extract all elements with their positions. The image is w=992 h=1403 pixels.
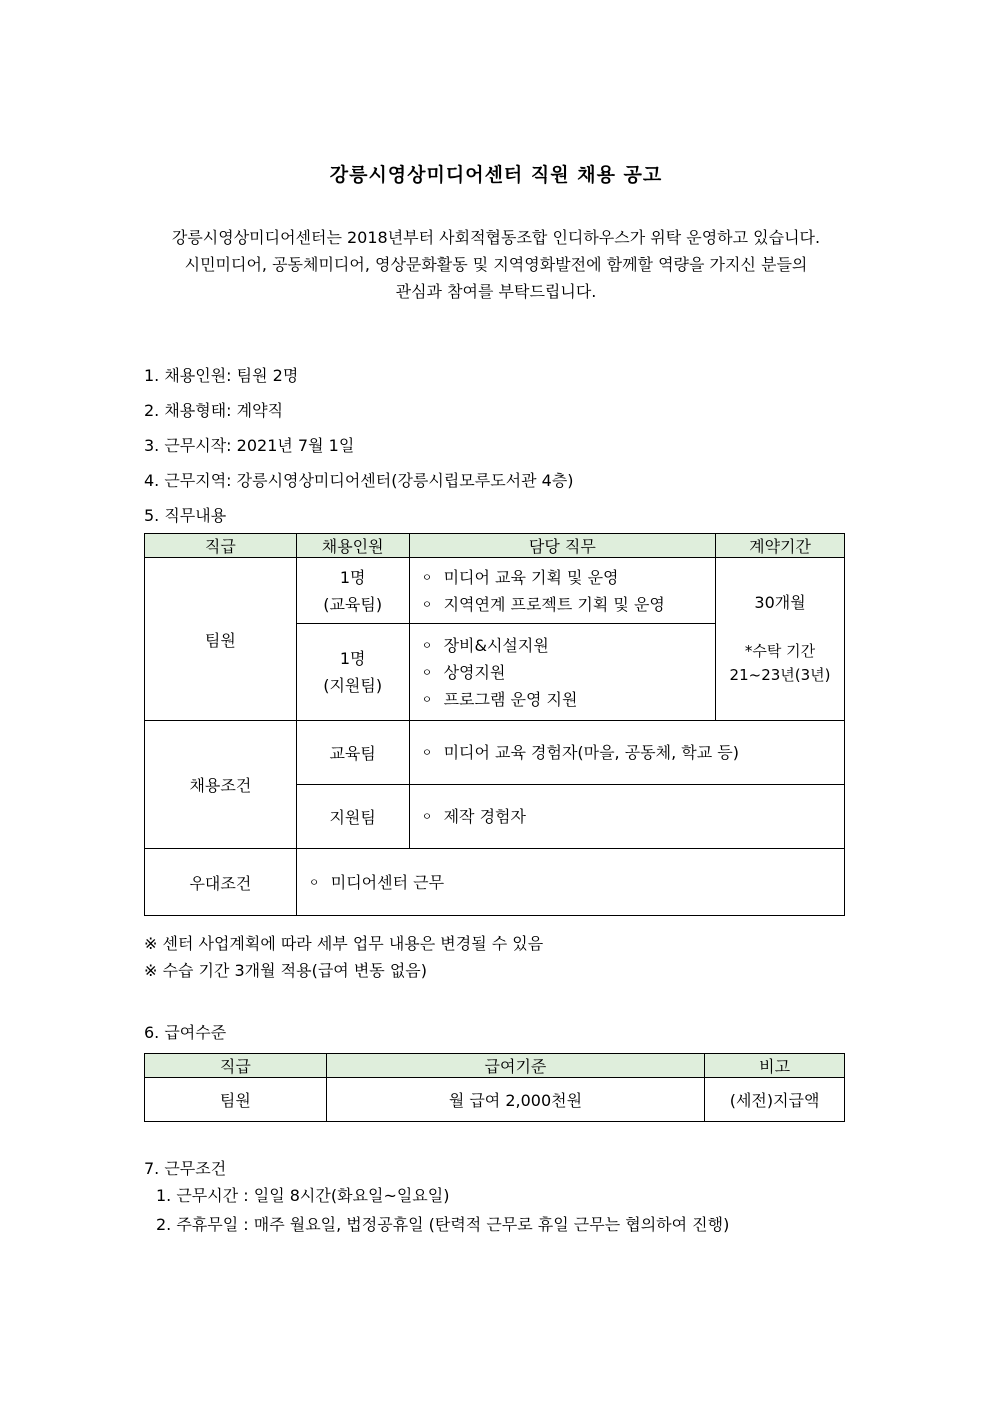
page-title: 강릉시영상미디어센터 직원 채용 공고 bbox=[329, 164, 663, 186]
salary-remark: (세전)지급액 bbox=[705, 1078, 845, 1122]
team1-count: 1명 bbox=[339, 567, 366, 587]
item-work-location: 4. 근무지역: 강릉시영상미디어센터(강릉시립모루도서관 4층) bbox=[144, 471, 574, 490]
intro-line: 강릉시영상미디어센터는 2018년부터 사회적협동조합 인디하우스가 위탁 운영하고 있습니다. bbox=[171, 228, 821, 247]
salary-rank: 팀원 bbox=[145, 1078, 327, 1122]
period-note: *수탁 기간 bbox=[744, 642, 816, 660]
header-duties: 담당 직무 bbox=[409, 534, 716, 558]
intro-line: 관심과 참여를 부탁드립니다. bbox=[395, 282, 597, 301]
item-employment-type: 2. 채용형태: 계약직 bbox=[144, 401, 284, 420]
work-heading: 7. 근무조건 bbox=[144, 1159, 227, 1178]
preference-item: ㅇ 미디어센터 근무 bbox=[309, 869, 844, 896]
duty-item: ㅇ 상영지원 bbox=[422, 659, 716, 686]
item-job-description: 5. 직무내용 bbox=[144, 506, 227, 525]
preference-label: 우대조건 bbox=[145, 849, 297, 916]
job-table-header bbox=[145, 534, 845, 558]
duty-item: ㅇ 프로그램 운영 지원 bbox=[422, 686, 716, 713]
item-start-date: 3. 근무시작: 2021년 7월 1일 bbox=[144, 436, 355, 455]
work-holidays: 2. 주휴무일 : 매주 월요일, 법정공휴일 (탄력적 근무로 휴일 근무는 협의하여 진행) bbox=[156, 1215, 730, 1234]
condition-item: ㅇ 미디어 교육 경험자(마을, 공동체, 학교 등) bbox=[422, 739, 844, 766]
team1-count-cell bbox=[296, 558, 409, 624]
note-line: ※ 수습 기간 3개월 적용(급여 변동 없음) bbox=[144, 961, 427, 980]
table-row bbox=[145, 849, 845, 916]
table-row bbox=[145, 1078, 845, 1122]
salary-amount: 월 급여 2,000천원 bbox=[326, 1078, 704, 1122]
duty-item: ㅇ 지역연계 프로젝트 기획 및 운영 bbox=[422, 591, 716, 618]
intro-line: 시민미디어, 공동체미디어, 영상문화활동 및 지역영화발전에 함께할 역량을 가지신 분들의 bbox=[184, 255, 808, 274]
salary-heading: 6. 급여수준 bbox=[144, 1023, 227, 1042]
cond2-team: 지원팀 bbox=[296, 785, 409, 849]
salary-table bbox=[144, 1053, 845, 1122]
header-salary: 급여기준 bbox=[326, 1054, 704, 1078]
rank-cell: 팀원 bbox=[145, 558, 297, 721]
team2-name: (지원팀) bbox=[323, 676, 383, 695]
notes bbox=[144, 930, 543, 984]
job-table bbox=[144, 533, 845, 916]
preference-cell bbox=[296, 849, 844, 916]
header-remark: 비고 bbox=[705, 1054, 845, 1078]
header-rank: 직급 bbox=[145, 1054, 327, 1078]
team2-count: 1명 bbox=[339, 649, 366, 668]
table-row bbox=[145, 721, 845, 785]
table-row bbox=[145, 558, 845, 624]
team1-name: (교육팀) bbox=[323, 594, 383, 614]
condition-label: 채용조건 bbox=[145, 721, 297, 849]
cond1-team: 교육팀 bbox=[296, 721, 409, 785]
duty-item: ㅇ 장비&시설지원 bbox=[422, 632, 716, 659]
team1-duties-cell bbox=[409, 558, 716, 624]
intro-paragraph bbox=[130, 224, 862, 305]
item-recruit-count: 1. 채용인원: 팀원 2명 bbox=[144, 366, 299, 385]
team2-duties-cell bbox=[409, 624, 716, 721]
cond1-cell bbox=[409, 721, 844, 785]
period-cell bbox=[716, 558, 845, 721]
team2-count-cell bbox=[296, 624, 409, 721]
period-note: 21~23년(3년) bbox=[729, 666, 831, 684]
note-line: ※ 센터 사업계획에 따라 세부 업무 내용은 변경될 수 있음 bbox=[144, 934, 544, 953]
condition-item: ㅇ 제작 경험자 bbox=[422, 803, 844, 830]
duty-item: ㅇ 미디어 교육 기획 및 운영 bbox=[422, 564, 716, 591]
header-count: 채용인원 bbox=[296, 534, 409, 558]
cond2-cell bbox=[409, 785, 844, 849]
period-value: 30개월 bbox=[754, 593, 806, 612]
work-hours: 1. 근무시간 : 일일 8시간(화요일~일요일) bbox=[156, 1186, 450, 1205]
header-period: 계약기간 bbox=[716, 534, 845, 558]
header-rank: 직급 bbox=[145, 534, 297, 558]
salary-table-header bbox=[145, 1054, 845, 1078]
